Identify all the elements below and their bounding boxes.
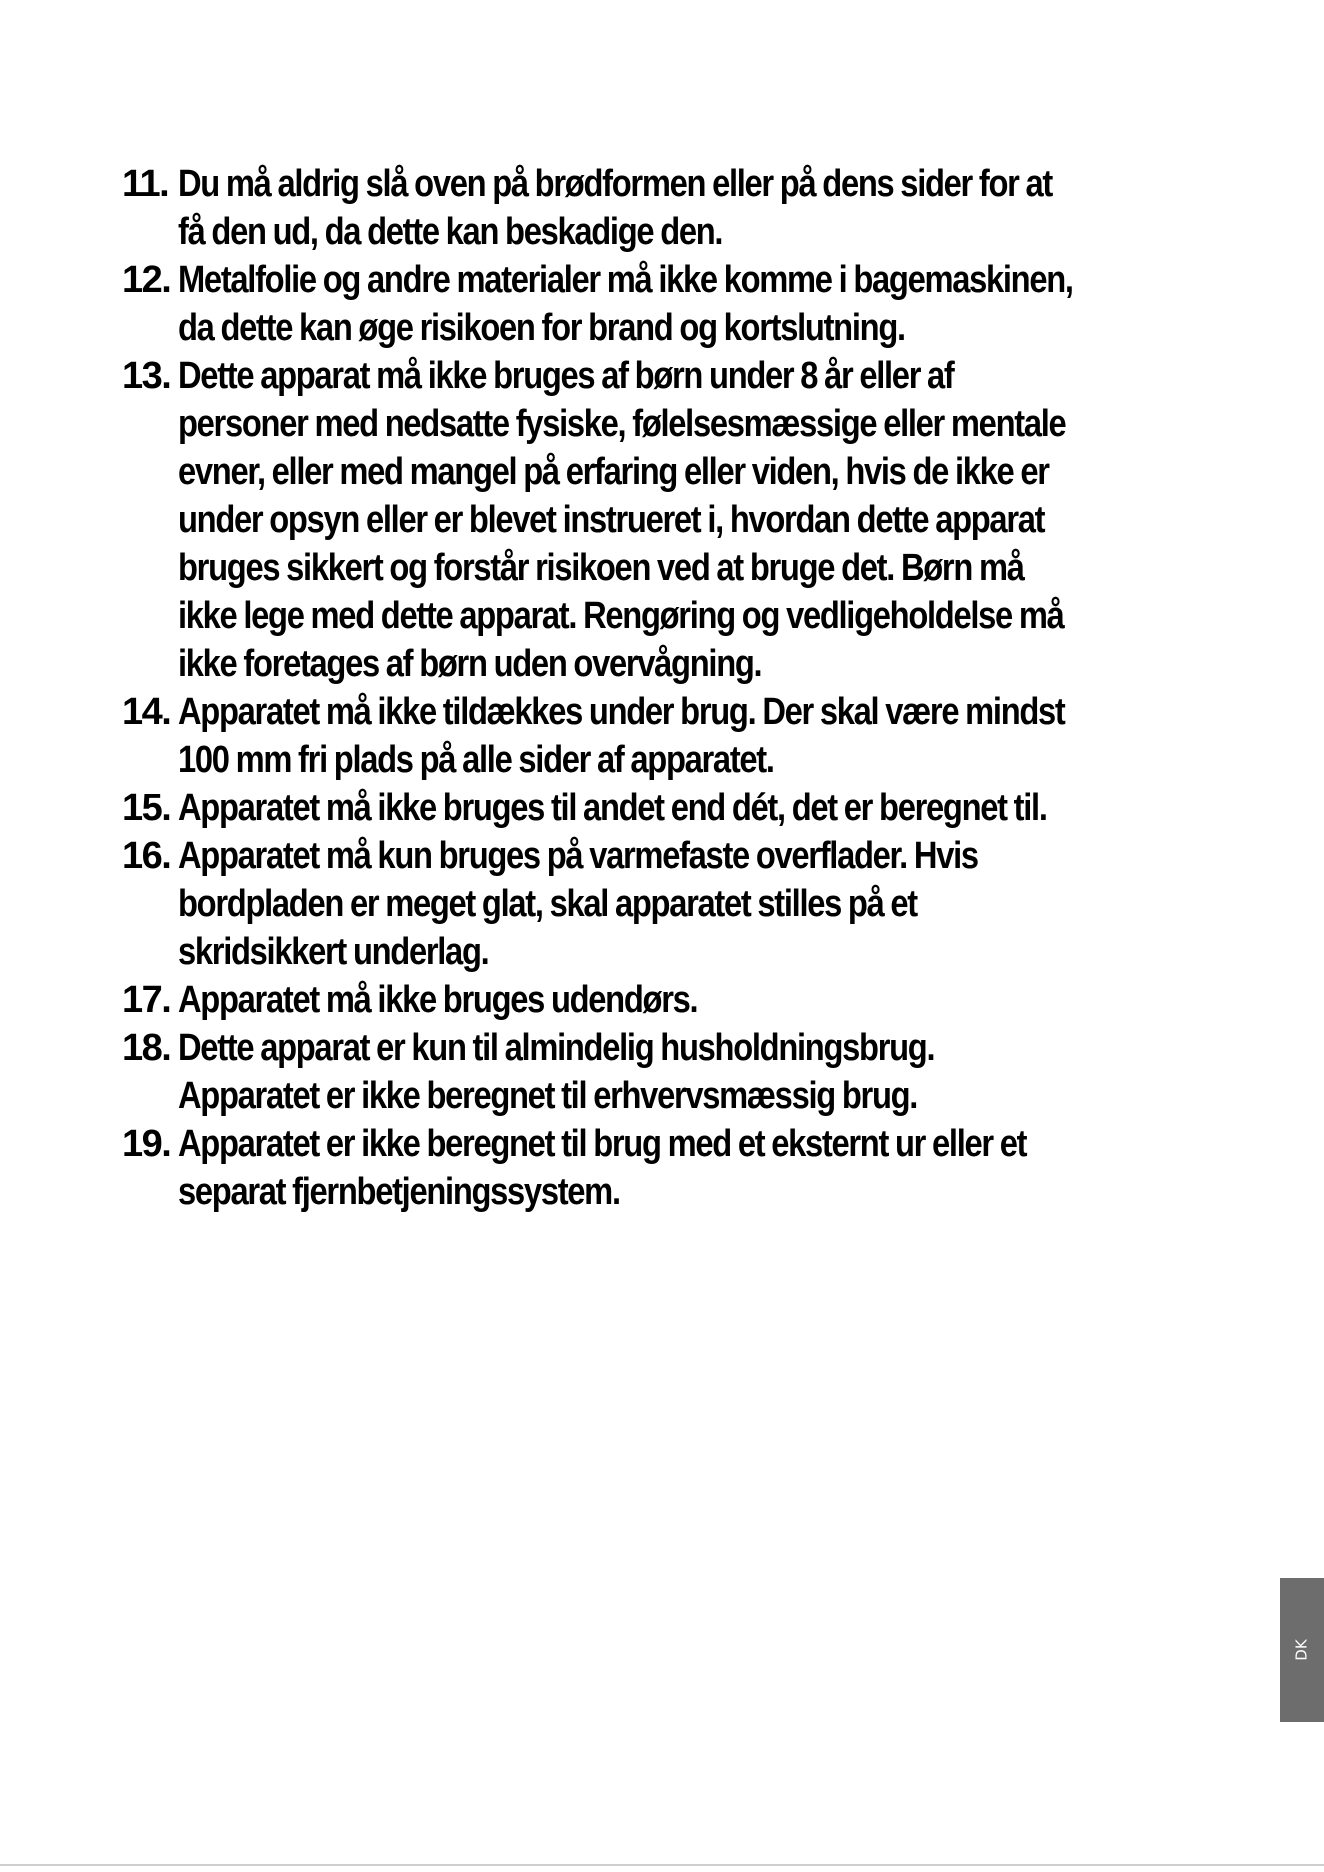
list-item-16 [122,832,1222,976]
list-item-15 [122,784,1222,832]
page-bottom-divider [0,1864,1324,1866]
item-number: 16. [122,835,171,877]
list-item-12 [122,256,1222,352]
item-number: 18. [122,1027,171,1069]
item-text: Apparatet må ikke bruges til andet end dét, det er beregnet til. [178,787,1047,829]
list-item-18 [122,1024,1222,1120]
list-item-17 [122,976,1222,1024]
item-number: 12. [122,259,171,301]
item-number: 13. [122,355,171,397]
item-text: Du må aldrig slå oven på brødformen eller på dens sider for at få den ud, da dette kan beskadige den. [178,163,1053,253]
item-text: Dette apparat er kun til almindelig husholdningsbrug. Apparatet er ikke beregnet til erhvervsmæssig brug. [178,1027,935,1117]
item-text: Apparatet må ikke tildækkes under brug. Der skal være mindst 100 mm fri plads på alle sider af apparatet. [178,691,1065,781]
item-number: 17. [122,979,171,1021]
item-number: 11. [122,163,169,205]
item-number: 19. [122,1123,171,1165]
list-item-19 [122,1120,1222,1216]
item-text: Apparatet må ikke bruges udendørs. [178,979,698,1021]
item-text: Apparatet må kun bruges på varmefaste overflader. Hvis bordpladen er meget glat, skal apparatet stilles på et skridsikkert underlag. [178,835,978,973]
item-number: 15. [122,787,171,829]
language-tab-label: DK [1292,1639,1311,1661]
list-item-13 [122,352,1222,688]
list-item-11 [122,160,1222,256]
safety-list [122,160,1222,1216]
list-item-14 [122,688,1222,784]
instruction-page [122,160,1222,1216]
item-text: Dette apparat må ikke bruges af børn under 8 år eller af personer med nedsatte fysiske, følelsesmæssige eller mentale evner, eller med mangel på erfaring eller viden, hvis de ikke er under opsyn eller er blevet instrueret i, hvordan dette apparat bruges sikkert og forstår risikoen ved at bruge det. Børn må ikke lege med dette apparat. Rengøring og vedligeholdelse må ikke foretages af børn uden overvågning. [178,355,1066,685]
language-tab [1280,1578,1324,1722]
item-text: Metalfolie og andre materialer må ikke komme i bagemaskinen, da dette kan øge risikoen for brand og kortslutning. [178,259,1073,349]
item-text: Apparatet er ikke beregnet til brug med et eksternt ur eller et separat fjernbetjeningssystem. [178,1123,1027,1213]
item-number: 14. [122,691,171,733]
